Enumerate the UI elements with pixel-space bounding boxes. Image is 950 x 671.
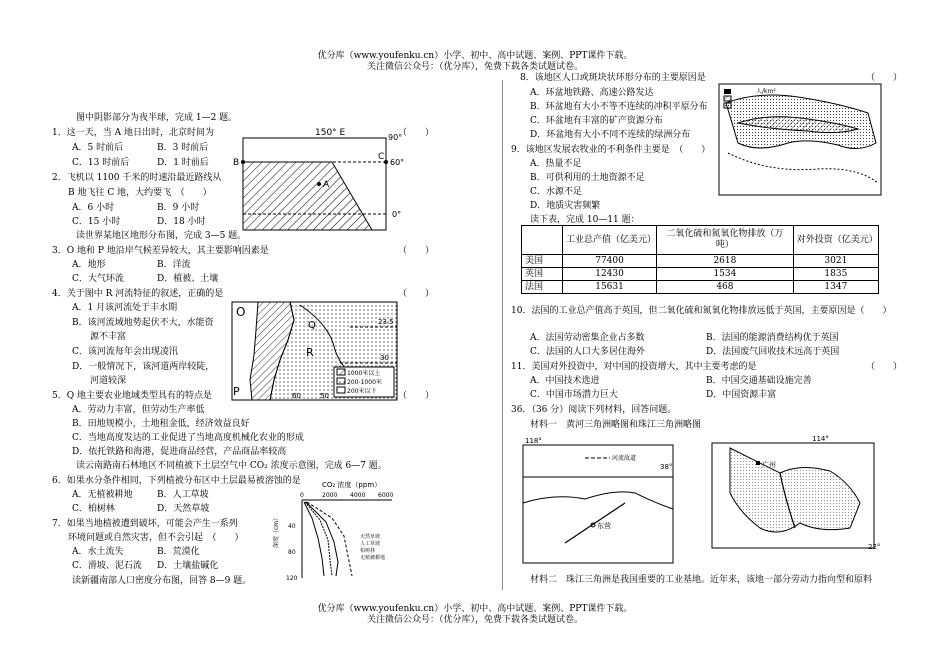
fig5-city-label: 东营 <box>597 522 611 530</box>
fig3-legend-2: 人工草坡 <box>360 541 381 547</box>
q8-option-b: B．环盆地有大小不等不连续的冲积平原分布 <box>530 102 708 112</box>
co2-concentration-figure <box>272 478 402 582</box>
q1-option-d: D．1 时前后 <box>157 158 209 168</box>
q9-option-c: C．水源不足 <box>530 187 582 197</box>
intro-8-9: 读新疆南部人口密度分布图，回答 8—9 题。 <box>72 576 252 586</box>
fig5-lat-label: 38° <box>660 463 673 471</box>
fig3-x6000: 6000 <box>378 492 394 499</box>
q4-answer-bracket: （ ） <box>398 289 435 299</box>
q7-option-d: D．土壤盐碱化 <box>157 561 219 571</box>
q10-option-d: D．法国废气回收技术远高于英国 <box>706 347 840 357</box>
q3-option-c: C．大气环流 <box>72 274 124 284</box>
table-cell: 15631 <box>563 281 657 294</box>
q3-option-b: B．洋流 <box>157 260 191 270</box>
table-cell: 1835 <box>793 268 878 281</box>
q4-option-b-line-1: B．该河流域地势起伏不大，水能资 <box>72 318 214 328</box>
header-line-2: 关注微信公众号：（优分库），免费下载各类试题试卷。 <box>366 62 583 72</box>
fig3-x4000: 4000 <box>350 492 366 499</box>
fig4-boundary <box>728 153 878 183</box>
question-7-line-2: 环境问题或自然灾害，但不会引起 （ ） <box>68 533 244 543</box>
table-cell: 468 <box>657 281 794 294</box>
q9-option-a: A．热量不足 <box>530 159 582 169</box>
table-cell: 3021 <box>793 255 878 268</box>
fig2-legend-swatch-3 <box>337 387 345 393</box>
q3-answer-bracket: （ ） <box>398 246 435 256</box>
table-row <box>522 281 879 294</box>
q7-option-b: B．荒漠化 <box>157 547 200 557</box>
fig4-legend-swatch-2 <box>724 96 731 101</box>
intro-1-2: 图中阴影部分为夜半球，完成 1—2 题。 <box>76 113 238 123</box>
table-row <box>522 268 879 281</box>
q1-answer-bracket: （ ） <box>398 128 435 138</box>
intro-10-11: 读下表，完成 10—11 题： <box>530 215 640 225</box>
fig2-r-label: R <box>306 346 314 359</box>
fig2-q-label: Q <box>308 320 316 331</box>
q1-option-a: A．5 时前后 <box>72 143 124 153</box>
q9-option-d: D．地质灾害频繁 <box>530 201 601 211</box>
q11-answer-bracket: （ ） <box>866 362 903 372</box>
q4-option-c: C．该河流每年会出现凌汛 <box>72 347 178 357</box>
header-line-1: 优分库（www.youfenku.cn）小学、初中、高中试题、案例、PPT课件下载。 <box>317 51 633 61</box>
q5-option-b: B．田地规模小，土地租金低，经济效益良好 <box>72 419 250 429</box>
table-row <box>522 255 879 268</box>
fig3-series-cypress <box>306 502 338 576</box>
fig2-lon50-label: 50 <box>320 392 329 400</box>
question-3: 3．O 地和 P 地沿岸气候差异较大，其主要影响因素是 <box>52 246 269 256</box>
question-5: 5．Q 地主要农业地域类型具有的特点是 <box>52 391 212 401</box>
q7-option-a: A．水土流失 <box>72 547 124 557</box>
question-8: 8．该地区人口或斑块状环形分布的主要原因是 <box>520 73 706 83</box>
q9-option-b: B．可供利用的土地资源不足 <box>530 173 645 183</box>
q5-answer-bracket: （ ） <box>398 391 435 401</box>
q2-option-c: C．15 小时 <box>72 217 121 227</box>
fig2-o-label: O <box>236 305 246 319</box>
fig6-delta-land <box>730 448 860 532</box>
q11-option-d: D．中国资源丰富 <box>706 390 777 400</box>
q1-option-b: B．3 时前后 <box>157 143 209 153</box>
table-cell: 1534 <box>657 268 794 281</box>
fig2-legend-2: 200-1000米 <box>347 379 382 386</box>
fig2-p-label: P <box>233 385 240 398</box>
table-header-cell <box>522 226 563 255</box>
table-header-cell: 工业总产值（亿美元） <box>563 226 657 255</box>
table-header-cell: 二氧化硫和氮氧化物排放（万吨） <box>657 226 794 255</box>
fig3-legend-4: 无植被耕地 <box>360 555 386 561</box>
q7-option-c: C．滑坡、泥石流 <box>72 561 142 571</box>
table-cell: 1347 <box>793 281 878 294</box>
q4-option-b-line-2: 源不丰富 <box>90 332 127 342</box>
fig3-y80: 80 <box>288 549 296 556</box>
fig4-legend-swatch-1 <box>724 89 731 94</box>
q2-option-d: D．18 小时 <box>157 217 206 227</box>
footer-line-1: 优分库（www.youfenku.cn）小学、初中、高中试题、案例、PPT课件下载。 <box>317 604 633 614</box>
q3-option-a: A．地形 <box>72 260 106 270</box>
fig3-y40: 40 <box>288 523 296 530</box>
q4-option-d-line-1: D．一般情况下，该河道两岸较陡， <box>72 362 215 372</box>
q10-option-b: B．法国的能源消费结构优于英国 <box>706 333 839 343</box>
fig2-legend-swatch-1 <box>337 369 345 375</box>
fig1-c-label: C <box>378 152 385 162</box>
fig3-series-natural-grass <box>307 502 352 576</box>
industry-data-table <box>521 225 879 294</box>
fig1-point-b <box>241 160 245 164</box>
question-7-line-1: 7．如果当地植被遭到破坏，可能会产生一系列 <box>52 519 238 529</box>
question-11: 11．美国对外投资中，对中国的投资增大，其中主要考虑的是 <box>511 362 757 372</box>
footer-line-2: 关注微信公众号：（优分库），免费下载各类试题试卷。 <box>366 615 583 625</box>
fig3-y120: 120 <box>286 575 298 582</box>
q6-option-a: A．无植被耕地 <box>72 490 133 500</box>
q2-option-a: A．6 小时 <box>72 203 115 213</box>
q11-option-a: A．中国技术选进 <box>530 376 600 386</box>
terrain-map-figure <box>230 300 400 402</box>
fig3-y-label: 深度（cm） <box>273 514 280 548</box>
q8-option-a: A．环盆地铁路、高速公路发达 <box>530 88 654 98</box>
q10-option-a: A．法国劳动密集企业占多数 <box>530 333 645 343</box>
fig1-longitude-label: 150° E <box>315 128 346 138</box>
question-10: 10．法国的工业总产值高于英国，但二氧化硫和氮氧化物排放远低于英国，主要原因是（ ） <box>511 306 892 316</box>
question-2-line-2: B 地飞往 C 地，大约要飞 （ ） <box>68 188 212 198</box>
table-cell: 12430 <box>563 268 657 281</box>
q6-option-b: B．人工草坡 <box>157 490 209 500</box>
q8-answer-bracket: （ ） <box>866 73 903 83</box>
question-9: 9．该地区发展农牧业的不利条件主要是 （ ） <box>511 145 711 155</box>
q6-option-c: C．柏树林 <box>72 504 115 514</box>
fig2-legend-swatch-2 <box>337 378 345 384</box>
fig1-lat90-label: 90° <box>388 133 403 142</box>
fig2-lat30-label: 30 <box>380 354 389 362</box>
fig1-a-label: A <box>323 180 330 190</box>
intro-6-7: 读云南路南石林地区不同植被下土层空气中 CO₂ 浓度示意图，完成 6—7 题。 <box>76 461 387 471</box>
question-1: 1．这一天，当 A 地日出时，北京时间为 <box>52 128 214 138</box>
q5-option-d: D．依托铁路和海港，促进商品经营，产品商品率较高 <box>72 447 287 457</box>
table-cell: 法国 <box>522 281 563 294</box>
xinjiang-population-map <box>718 83 882 196</box>
table-cell: 77400 <box>563 255 657 268</box>
fig3-x2000: 2000 <box>322 492 338 499</box>
table-cell: 英国 <box>522 268 563 281</box>
fig1-b-label: B <box>233 158 240 168</box>
question-4: 4．关于图中 R 河流特征的叙述，正确的是 <box>52 289 224 299</box>
q6-option-d: D．天然草坡 <box>157 504 210 514</box>
fig6-guangzhou-marker <box>756 461 760 465</box>
yellow-river-delta-map <box>515 433 680 565</box>
q3-option-d: D．植被、土壤 <box>157 274 219 284</box>
fig5-frame <box>523 445 673 563</box>
fig1-point-c <box>384 160 388 164</box>
fig3-series-cropland <box>304 502 324 576</box>
fig1-lat60-label: 60° <box>390 158 405 167</box>
column-divider <box>502 80 503 590</box>
fig4-legend-swatch-3 <box>724 103 731 108</box>
table-header-cell: 对外投资（亿美元） <box>793 226 878 255</box>
material-2-text: 材料二 珠江三角洲是我国重要的工业基地。近年来，该地一部分劳动力指向型和原料 <box>530 575 873 585</box>
fig2-legend-3: 200米以下 <box>347 388 377 395</box>
night-hemisphere-figure <box>230 126 416 234</box>
fig1-night-area <box>243 162 372 230</box>
table-cell: 2618 <box>657 255 794 268</box>
fig2-legend-1: 1000米以上 <box>347 370 381 377</box>
intro-3-5: 读世界某地区地形分布图，完成 3—5 题。 <box>76 231 247 241</box>
q5-option-a: A．劳动力丰富，但劳动生产率低 <box>72 405 205 415</box>
fig6-lon-label: 114° <box>812 435 829 443</box>
q2-option-b: B．9 小时 <box>157 203 200 213</box>
q8-option-c: C．环盆地有丰富的矿产资源分布 <box>530 116 663 126</box>
fig6-city-label: 广州 <box>762 461 776 469</box>
fig6-lat-label: 22° <box>868 543 881 551</box>
fig1-point-a <box>317 182 321 186</box>
fig2-tropic-label: 23.5 <box>378 318 394 326</box>
table-cell: 美国 <box>522 255 563 268</box>
fig4-legend-unit: 人/km² <box>756 88 776 95</box>
fig1-lat0-label: 0° <box>392 210 402 219</box>
fig3-x0: 0 <box>300 492 304 499</box>
q11-option-c: C．中国市场潜力巨大 <box>530 390 618 400</box>
material-1-title: 材料一 黄河三角洲略图和珠江三角洲略图 <box>530 420 702 430</box>
q4-option-a: A．1 月该河流处于丰水期 <box>72 303 178 313</box>
fig3-legend-3: 柏树林 <box>360 548 376 554</box>
fig3-title: CO₂ 浓度（ppm） <box>322 481 382 489</box>
q8-option-d: D．环盆地有大小不同不连续的绿洲分布 <box>530 130 691 140</box>
fig5-lon-label: 118° <box>525 437 542 445</box>
q5-option-c: C．当地高度发达的工业促进了当地高度机械化农业的形成 <box>72 433 304 443</box>
table-header-row <box>522 226 879 255</box>
question-36: 36．（36 分）阅读下列材料，回答问题。 <box>511 405 677 415</box>
question-2-line-1: 2．飞机以 1100 千米的时速沿最近路线从 <box>52 173 222 183</box>
q10-option-c: C．法国的人口大多居住海外 <box>530 347 645 357</box>
q4-option-d-line-2: 河道较深 <box>90 376 127 386</box>
fig3-legend-1: 天然草坡 <box>360 534 381 540</box>
fig5-legend-river: 河流故道 <box>612 455 637 462</box>
fig5-yellow-river <box>565 503 625 543</box>
q1-option-c: C．13 时前后 <box>72 158 130 168</box>
fig2-lon60-label: 60 <box>292 392 301 400</box>
question-6: 6．如果水分条件相同，下列植被分布区中土层最易被溶蚀的是 <box>52 476 301 486</box>
q11-option-b: B．中国交通基础设施完善 <box>706 376 812 386</box>
pearl-river-delta-map <box>700 433 890 553</box>
